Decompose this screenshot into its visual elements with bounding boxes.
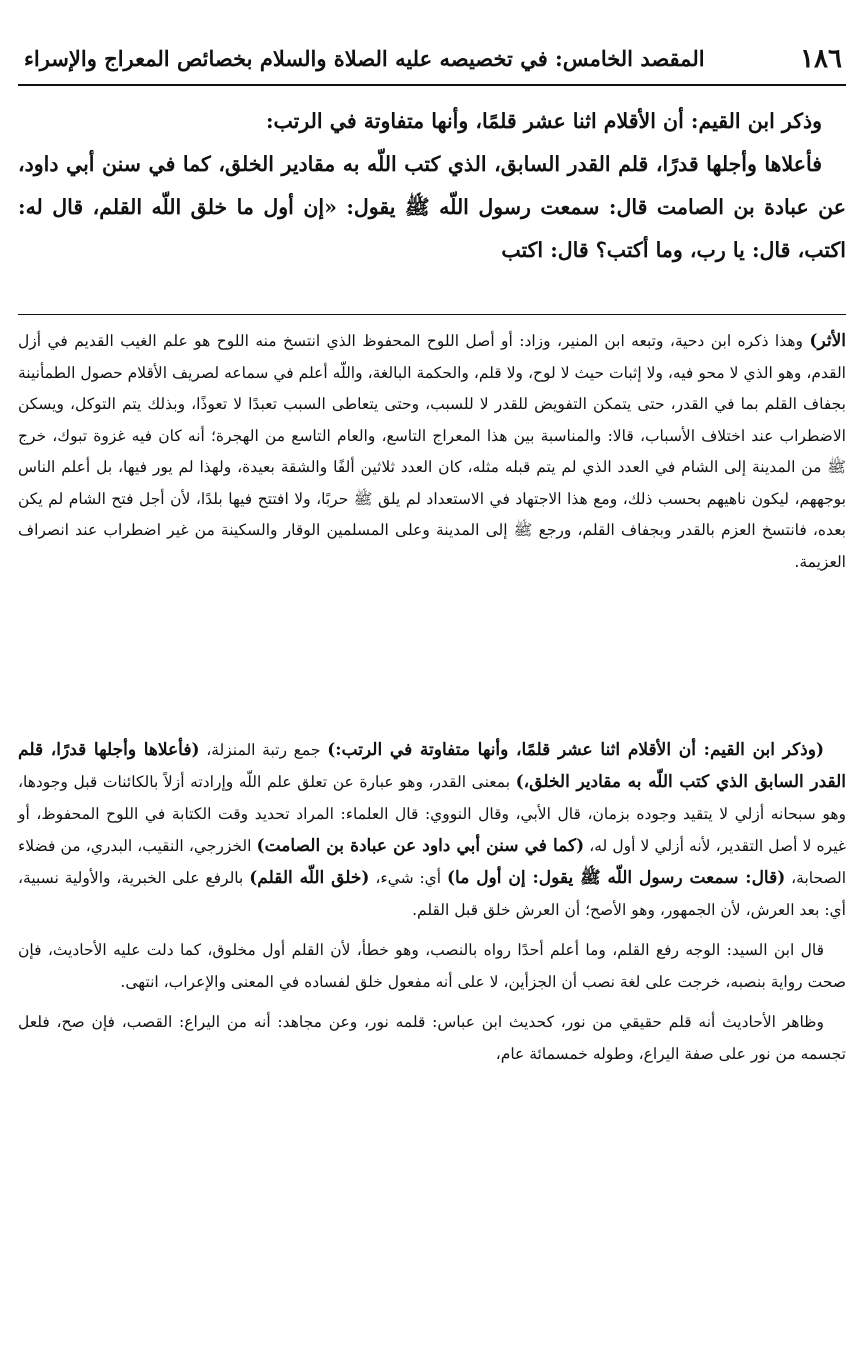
quoted-text: (قال: سمعت رسول اللّه ﷺ يقول: إن أول ما) <box>447 868 786 888</box>
book-page <box>18 0 846 1364</box>
explanation-text: الخزرجي، النقيب، البدري، من فضلاء الصحابة، <box>18 837 847 887</box>
main-text <box>18 100 846 272</box>
footnote-lead: الأثر) <box>809 331 846 351</box>
explanation-text: بمعنى القدر، وهو عبارة عن تعلق علم اللّه وإرادته أزلاً بالكائنات قبل وجودها، وهو سبحانه أزلي لا يتقيد وجوده بزمان، قال الأبي، وقال النووي: قال العلماء: المراد تحديد وقت الكتابة في اللوح المحفوظ، أو غيره لا أصل التقدير، لأنه أزلي لا أول له، <box>18 773 846 855</box>
footnote-separator <box>18 314 846 315</box>
main-paragraph-2: فأعلاها وأجلها قدرًا، قلم القدر السابق، الذي كتب اللّه به مقادير الخلق، كما في سنن أبي داود، عن عبادة بن الصامت قال: سمعت رسول اللّه ﷺ يقول: «إن أول ما خلق اللّه القلم، قال له: اكتب، قال: يا رب، وما أكتب؟ قال: اكتب <box>18 152 846 262</box>
footnote <box>18 326 846 578</box>
commentary-paragraph-1 <box>18 734 846 926</box>
running-title: المقصد الخامس: في تخصيصه عليه الصلاة والسلام بخصائص المعراج والإسراء <box>24 46 705 71</box>
quoted-text: (وذكر ابن القيم: أن الأقلام اثنا عشر قلمًا، وأنها متفاوتة في الرتب:) <box>327 740 824 760</box>
header-rule <box>18 84 846 86</box>
footnote-paragraph <box>18 326 846 578</box>
explanation-text: جمع رتبة المنزلة، <box>199 741 328 759</box>
page-header <box>18 42 846 82</box>
quoted-text: (كما في سنن أبي داود عن عبادة بن الصامت) <box>256 836 585 856</box>
footnote-text: وهذا ذكره ابن دحية، وتبعه ابن المنير، وزاد: أو أصل اللوح المحفوظ الذي انتسخ منه اللوح هو علم الغيب القديم في أزل القدم، وهو الذي لا محو فيه، ولا إثبات حيث لا لوح، ولا قلم، والحكمة البالغة، واللّه أعلم في سماعه لصريف الأقلام حصول الطمأنينة بجفاف القلم بما في القدر، حتى يتمكن التفويض للقدر لا للسبب، وحتى يتعاطى السبب تعبدًا لا تعوذًا، وبذلك يتم التوكل، ويسكن الاضطراب عند اختلاف الأسباب، قالا: والمناسبة بين هذا المعراج التاسع، والعام التاسع من الهجرة؛ أنه كان فيه غزوة تبوك، خرج ﷺ من المدينة إلى الشام في العدد الذي لم يتم قبله مثله، كان العدد ثلاثين ألفًا والشقة بعيدة، ولهذا لم يور فيها، بل أعلم الناس بوجههم، ليكون ناهيهم بحسب ذلك، ومع هذا الاجتهاد في الاستعداد لم يلق ﷺ حربًا، ولا افتتح فيها بلدًا، لأن أجل فتح الشام لم يكن بعده، فانتسخ العزم بالقدر وبجفاف القلم، ورجع ﷺ إلى المدينة وعلى المسلمين الوقار والسكينة من غير اضطراب عند انصراف العزيمة. <box>18 332 846 571</box>
commentary <box>18 734 846 1078</box>
explanation-text: أي: شيء، <box>369 869 447 887</box>
quoted-text: (فأعلاها وأجلها قدرًا، قلم القدر السابق الذي كتب اللّه به مقادير الخلق،) <box>18 740 846 792</box>
quoted-text: (خلق اللّه القلم) <box>249 868 370 888</box>
commentary-paragraph-2: قال ابن السيد: الوجه رفع القلم، وما أعلم أحدًا رواه بالنصب، وهو خطأ، لأن القلم أول مخلوق، كما دلت عليه الأحاديث، فإن صحت رواية بنصبه، خرجت على لغة نصب أن الجزأين، لا على أنه مفعول خلق لفساده في المعنى والإعراب، انتهى. <box>18 941 846 991</box>
page-number: ١٨٦ <box>800 44 842 74</box>
explanation-text: بالرفع على الخبرية، والأولية نسبية، أي: بعد العرش، لأن الجمهور، وهو الأصح؛ أن العرش خلق قبل القلم. <box>18 869 846 919</box>
main-paragraph-1: وذكر ابن القيم: أن الأقلام اثنا عشر قلمًا، وأنها متفاوتة في الرتب: <box>265 109 822 133</box>
commentary-paragraph-3: وظاهر الأحاديث أنه قلم حقيقي من نور، كحديث ابن عباس: قلمه نور، وعن مجاهد: أنه من اليراع: القصب، فإن صح، فلعل تجسمه من نور على صفة اليراع، وطوله خمسمائة عام، <box>18 1013 846 1063</box>
